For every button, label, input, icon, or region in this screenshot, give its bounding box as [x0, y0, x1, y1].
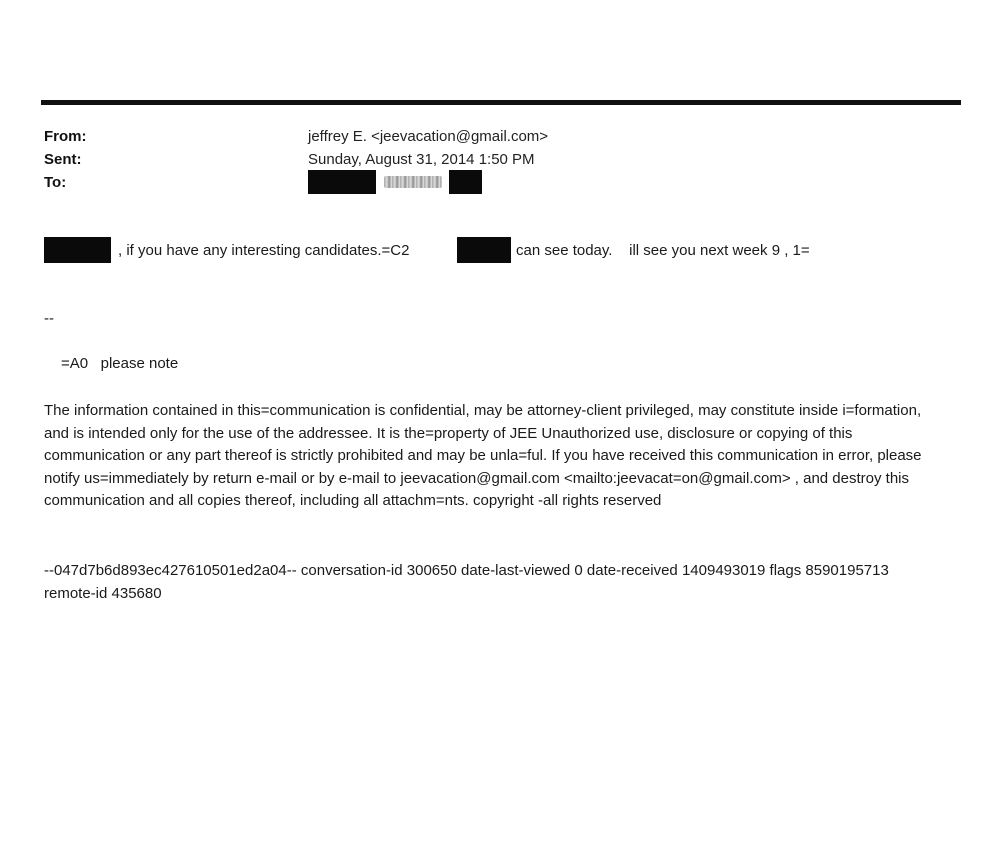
disclaimer-paragraph: The information contained in this=communication is confidential, may be attorney-client privileged, may constitute inside i=formation, and is intended only for the use of the addressee. It is the=property of JEE Unauthorized use, disclosure or copying of this communication or any part thereof is strictly prohibited and may be unla=ful. If you have received this communication in error, please notify us=immediately by return e-mail or by e-mail to jeevacation@gmail.com <mailto:jeevacat=on@gmail.com> , and destroy this communication and all copies thereof, including all attachm=nts. copyright -all rights reserved — [44, 402, 922, 510]
redaction-box — [308, 170, 376, 194]
from-value: jeffrey E. <jeevacation@gmail.com> — [308, 128, 549, 145]
sent-label: Sent: — [44, 151, 82, 168]
redaction-box — [457, 237, 511, 263]
to-label: To: — [44, 174, 67, 191]
signature-separator: -- — [44, 310, 54, 327]
redaction-box — [449, 170, 482, 194]
from-label: From: — [44, 128, 87, 145]
message-text: , if you have any interesting candidates.=C2 — [118, 242, 410, 259]
message-text: can see today. ill see you next week 9 , 1= — [516, 242, 810, 259]
message-metadata: --047d7b6d893ec427610501ed2a04-- conversation-id 300650 date-last-viewed 0 date-received 1409493019 flags 8590195713 remote-id 435680 — [44, 562, 889, 602]
header-divider — [41, 100, 961, 105]
blurred-name — [384, 176, 442, 188]
note-line: =A0 please note — [61, 355, 179, 372]
redaction-box — [44, 237, 111, 263]
sent-value: Sunday, August 31, 2014 1:50 PM — [308, 151, 535, 168]
